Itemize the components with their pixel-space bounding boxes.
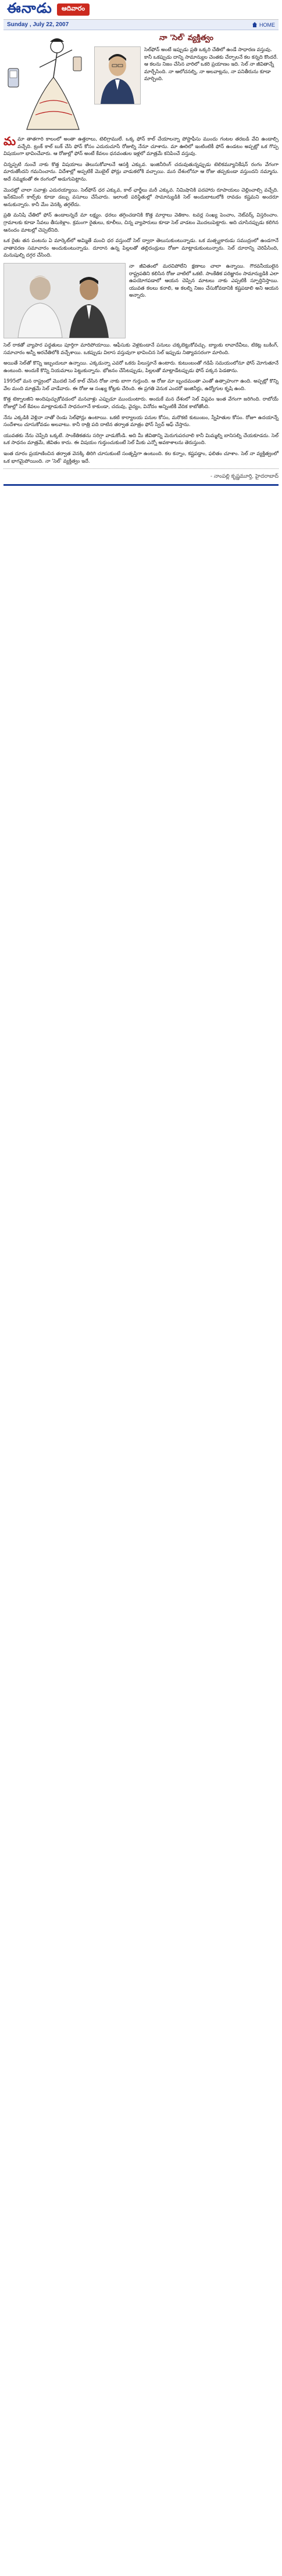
meeting-photo bbox=[3, 263, 126, 338]
footer-strip bbox=[3, 484, 279, 486]
meeting-photo-image bbox=[4, 264, 125, 338]
lead-paragraph: సెల్‌ఫోన్ అంటే ఇప్పుడు ప్రతి ఒక్కరి చేతిలో ఉండే సాధారణ వస్తువు. కానీ ఒకప్పుడు దాన్ని సామాన్యుల చెంతకు చేర్చాలనే కల కన్నది కొందరే. ఆ కలను నిజం చేసిన వారిలో ఒకరి ప్రయాణం ఇది. సెల్ నా జీవితాన్నే మార్చేసింది. నా ఆలోచనల్ని, నా అలవాట్లను, నా పనితీరును కూడా మార్చింది. bbox=[144, 47, 278, 82]
photo-row bbox=[3, 263, 279, 338]
paragraph: చిన్నప్పటి నుంచే నాకు కొత్త విషయాలు తెలుసుకోవాలనే ఆసక్తి ఎక్కువ. ఇంజినీరింగ్ చదువుతున్నప్పుడు టెలికమ్యూనికేషన్ రంగం వేగంగా మారుతోందని గమనించాను. విదేశాల్లో అప్పటికే మొబైల్ ఫోన్లు వాడుకలోకి వచ్చాయి. మన దేశంలోనూ ఆ రోజు తప్పకుండా వస్తుందని నమ్మాను. అదే నమ్మకంతో ఈ రంగంలో అడుగుపెట్టాను. bbox=[3, 161, 279, 182]
site-logo[interactable]: ఈనాడు bbox=[7, 0, 52, 16]
paragraph: ఇంత దూరం ప్రయాణించిన తర్వాత వెనక్కి తిరిగి చూసుకుంటే సంతృప్తిగా ఉంటుంది. కల కన్నాం, కష్టపడ్డాం, ఫలితం చూశాం. సెల్ నా వ్యక్తిత్వంలో ఒక భాగమైపోయింది. నా 'సెల్' వ్యక్తిత్వం ఇదే. bbox=[3, 451, 279, 464]
paragraph: మమా తాతగారి కాలంలో అంతా ఉత్తరాలు, టెలిగ్రాములే. ఒక్క ఫోన్ కాల్ చేయాలన్నా పోస్టాఫీసు ముందు గంటల తరబడి వేచి ఉండాల్సి వచ్చేది. ట్రంక్ కాల్ బుక్ చేసి ఫోన్ కోసం ఎదురుచూసే రోజుల్ని నేనూ చూశాను. మా ఊరిలో ఇంటింటికీ ఫోన్ ఉండటం అప్పట్లో ఒక గొప్ప విషయంగా భావించేవారు. ఆ రోజుల్లో ఫోన్ అంటే కేవలం ధనవంతుల ఇళ్లలో మాత్రమే కనిపించే వస్తువు. bbox=[3, 134, 279, 157]
masthead bbox=[3, 0, 279, 20]
dancer-illustration bbox=[3, 34, 91, 132]
paragraph: నా జీవితంలో మరచిపోలేని క్షణాలు చాలా ఉన్నాయి. గౌరవనీయులైన రాష్ట్రపతిని కలిసిన రోజు వాటిలో ఒకటి. సాంకేతిక పరిజ్ఞానం సామాన్యుడికి ఎలా ఉపయోగపడాలో ఆయన చెప్పిన మాటలు నాకు ఎప్పటికీ స్ఫూర్తినిస్తాయి. యువత కలలు కనాలి, ఆ కలల్ని నిజం చేసుకోవడానికి కష్టపడాలి అని ఆయన అన్నారు. bbox=[129, 263, 279, 299]
author-portrait-image bbox=[95, 47, 140, 104]
paragraph: ఒక రైతు తన పంటను ఏ మార్కెట్‌లో అమ్మితే మంచి ధర వస్తుందో సెల్ ద్వారా తెలుసుకుంటున్నాడు. ఒక మత్స్యకారుడు సముద్రంలో ఉండగానే వాతావరణ సమాచారం అందుకుంటున్నాడు. దూరాన ఉన్న పిల్లలతో తల్లిదండ్రులు రోజూ మాట్లాడుకుంటున్నారు. సెల్ దూరాన్ని చెరిపేసింది, మనుషుల్ని దగ్గర చేసింది. bbox=[3, 238, 279, 259]
hero-right bbox=[94, 34, 279, 132]
article-body bbox=[3, 136, 279, 259]
divider bbox=[3, 468, 279, 469]
article-body-continued bbox=[3, 342, 279, 465]
hero bbox=[3, 34, 279, 132]
page bbox=[0, 0, 282, 490]
home-label: HOME bbox=[259, 21, 275, 28]
paragraph: అయితే సెల్‌తో కొన్ని ఇబ్బందులూ ఉన్నాయి. ఎక్కడున్నా ఎవరో ఒకరు పిలుస్తూనే ఉంటారు. కుటుంబంతో గడిపే సమయంలోనూ ఫోన్ మోగుతూనే ఉంటుంది. అందుకే కొన్ని నియమాలు పెట్టుకున్నాను. భోజనం చేసేటప్పుడు, పిల్లలతో మాట్లాడేటప్పుడు ఫోన్ పక్కన పెడతాను. bbox=[3, 360, 279, 374]
home-link[interactable] bbox=[252, 22, 275, 28]
paragraph: యువతకు నేను చెప్పేది ఒక్కటే. సాంకేతికతను సరిగ్గా వాడుకోండి. అది మీ జీవితాన్ని మెరుగుపరచాలి కానీ మిమ్మల్ని బానిసల్ని చేయకూడదు. సెల్ ఒక సాధనం మాత్రమే, జీవితం కాదు. ఈ విషయం గుర్తుంచుకుంటే సెల్ మీకు ఎన్నో అవకాశాలను తెరుస్తుంది. bbox=[3, 432, 279, 446]
paragraph: మొదట్లో చాలా సవాళ్లు ఎదురయ్యాయి. సెల్‌ఫోన్ ధర ఎక్కువ, కాల్ ఛార్జీలు మరీ ఎక్కువ. నిమిషానికి పదహారు రూపాయలు చెల్లించాల్సి వచ్చేది. ఇన్‌కమింగ్ కాల్స్‌కు కూడా డబ్బు వసూలు చేసేవారు. ఇలాంటి పరిస్థితుల్లో సామాన్యుడికి సెల్ అందుబాటులోకి రావడం కష్టమని అందరూ అనుకున్నారు. కానీ మేం వెనక్కి తగ్గలేదు. bbox=[3, 187, 279, 208]
illustration bbox=[3, 34, 91, 132]
paragraph: 1995లో మన రాష్ట్రంలో మొదటి సెల్ కాల్ చేసిన రోజు నాకు బాగా గుర్తుంది. ఆ రోజు మా బృందమంతా ఎంతో ఉత్సాహంగా ఉంది. అప్పట్లో కొన్ని వేల మంది మాత్రమే సెల్ వాడేవారు. ఈ రోజు ఆ సంఖ్య కోట్లకు చేరింది. ఈ ప్రగతి వెనుక ఎందరో ఇంజినీర్లు, ఉద్యోగుల కృషి ఉంది. bbox=[3, 378, 279, 392]
paragraph: ప్రతి మనిషి చేతిలో ఫోన్ ఉండాలన్నదే మా లక్ష్యం. ధరలు తగ్గించడానికి కొత్త మార్గాలు వెతికాం. టవర్ల సంఖ్య పెంచాం, నెట్‌వర్క్ విస్తరించాం. గ్రామాలకు కూడా సేవలు తీసుకెళ్లాం. క్రమంగా రైతులు, కూలీలు, చిన్న వ్యాపారులు కూడా సెల్ వాడటం మొదలుపెట్టారు. అది చూసినప్పుడు కలిగిన ఆనందం మాటల్లో చెప్పలేనిది. bbox=[3, 212, 279, 233]
byline: - నాంపల్లి కృష్ణమూర్తి, హైదరాబాద్ bbox=[210, 474, 279, 480]
paragraph: కొత్త టెక్నాలజీని అందిపుచ్చుకోవడంలో మనవాళ్లు ఎప్పుడూ ముందుంటారు. అందుకే మన దేశంలో సెల్ విప్లవం ఇంత వేగంగా జరిగింది. రాబోయే రోజుల్లో సెల్ కేవలం మాట్లాడుకునే సాధనంగానే కాకుండా, చదువు, వైద్యం, వినోదం అన్నింటికీ వేదిక కాబోతోంది. bbox=[3, 396, 279, 410]
article-title: నా 'సెల్' వ్యక్తిత్వం bbox=[159, 34, 213, 42]
dateline bbox=[3, 20, 279, 30]
home-icon bbox=[252, 22, 258, 28]
section-tag[interactable]: ఆదివారం bbox=[57, 3, 90, 16]
paragraph: సెల్ రాకతో వ్యాపార పద్ధతులు పూర్తిగా మారిపోయాయి. ఆఫీసుకు వెళ్లకుండానే పనులు చక్కబెట్టుకోవచ్చు. బ్యాంకు లావాదేవీలు, టికెట్ల బుకింగ్, సమాచారం అన్నీ అరచేతిలోకి వచ్చేశాయి. ఒకప్పుడు విలాస వస్తువుగా భావించిన సెల్ ఇప్పుడు నిత్యావసరంగా మారింది. bbox=[3, 342, 279, 356]
author-portrait bbox=[94, 46, 141, 104]
paragraph: నేను ఎక్కడికి వెళ్లినా నాతో రెండు సెల్‌ఫోన్లు ఉంటాయి. ఒకటి కార్యాలయ పనుల కోసం, మరొకటి కుటుంబం, స్నేహితుల కోసం. రోజూ ఉదయాన్నే సందేశాలు చూసుకోవడం అలవాటు. కానీ రాత్రి పది దాటిన తర్వాత మాత్రం ఫోన్ స్విచ్ ఆఫ్ చేస్తాను. bbox=[3, 414, 279, 428]
issue-date: Sunday , July 22, 2007 bbox=[7, 21, 69, 28]
